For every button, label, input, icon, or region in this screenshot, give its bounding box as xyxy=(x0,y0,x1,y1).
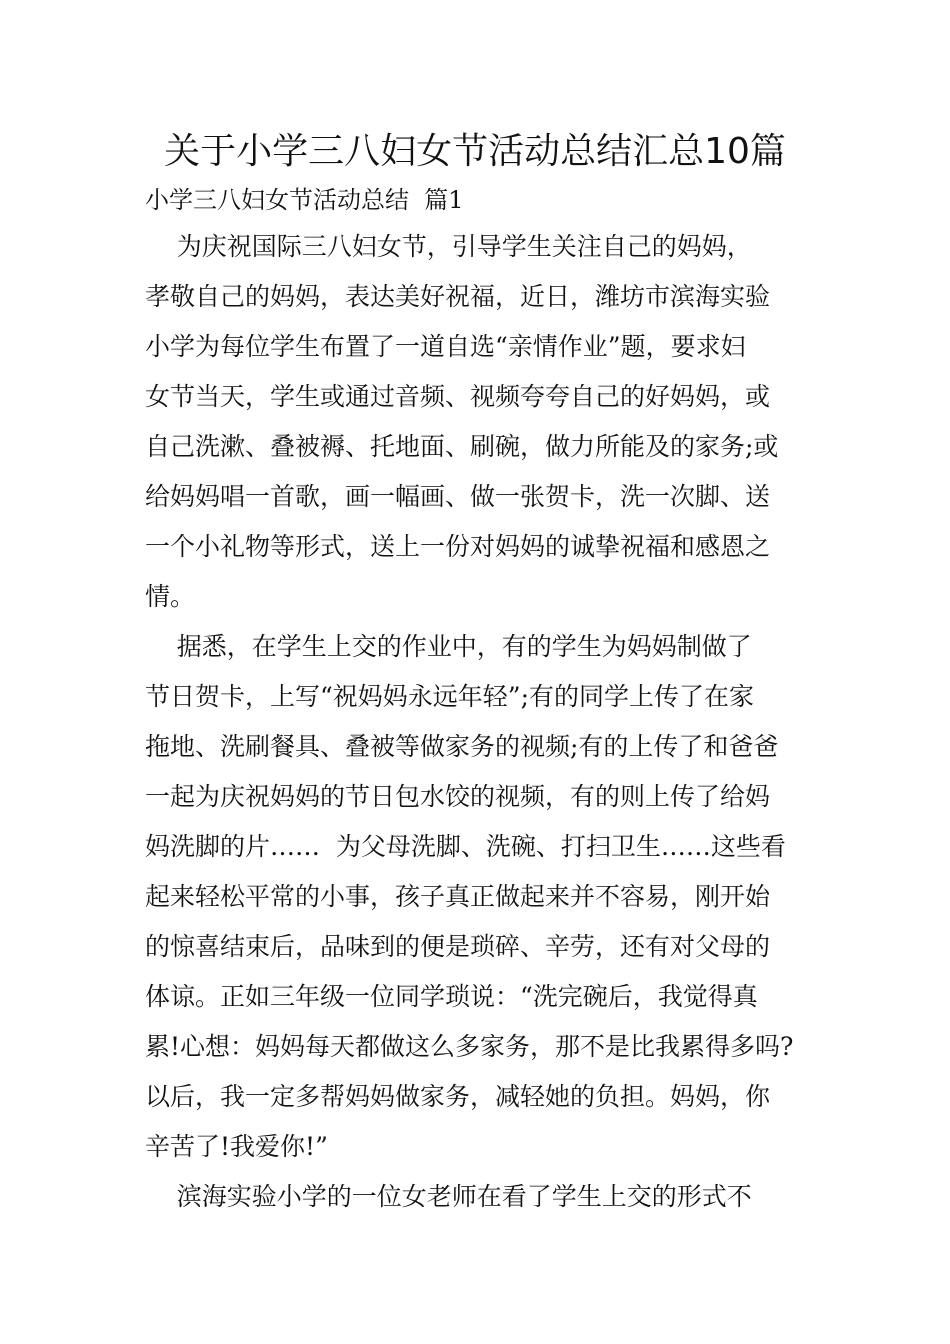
text-line: 累!心想：妈妈每天都做这么多家务，那不是比我累得多吗? xyxy=(145,1032,794,1061)
text-line: 拖地、洗刷餐具、叠被等做家务的视频;有的上传了和爸爸 xyxy=(145,732,779,761)
text-line: 以后，我一定多帮妈妈做家务，减轻她的负担。妈妈，你 xyxy=(145,1082,771,1111)
text-line: 起来轻松平常的小事，孩子真正做起来并不容易，刚开始 xyxy=(145,882,771,911)
text-line: 体谅。正如三年级一位同学琐说：“洗完碗后，我觉得真 xyxy=(145,982,758,1011)
text-line: 节日贺卡，上写“祝妈妈永远年轻”;有的同学上传了在家 xyxy=(145,682,754,711)
text-line: 一个小礼物等形式，送上一份对妈妈的诚挚祝福和感恩之 xyxy=(145,532,771,561)
document-title: 关于小学三八妇女节活动总结汇总10篇 xyxy=(164,131,786,172)
text-line: 辛苦了!我爱你!” xyxy=(145,1132,328,1161)
section-heading: 小学三八妇女节活动总结 篇1 xyxy=(145,186,464,214)
text-line: 据悉，在学生上交的作业中，有的学生为妈妈制做了 xyxy=(145,632,752,661)
text-line: 滨海实验小学的一位女老师在看了学生上交的形式不 xyxy=(145,1182,752,1211)
text-line: 为庆祝国际三八妇女节，引导学生关注自己的妈妈， xyxy=(145,232,752,261)
text-line: 小学为每位学生布置了一道自选“亲情作业”题，要求妇 xyxy=(145,332,746,361)
text-line: 女节当天，学生或通过音频、视频夸夸自己的好妈妈，或 xyxy=(145,382,771,411)
text-line: 一起为庆祝妈妈的节日包水饺的视频，有的则上传了给妈 xyxy=(145,782,771,811)
text-line: 自己洗漱、叠被褥、托地面、刷碗，做力所能及的家务;或 xyxy=(145,432,779,461)
text-line: 孝敬自己的妈妈，表达美好祝福，近日，潍坊市滨海实验 xyxy=(145,282,771,311)
text-line: 妈洗脚的片…… 为父母洗脚、洗碗、打扫卫生……这些看 xyxy=(145,832,786,861)
text-line: 给妈妈唱一首歌，画一幅画、做一张贺卡，洗一次脚、送 xyxy=(145,482,771,511)
text-line: 的惊喜结束后，品味到的便是琐碎、辛劳，还有对父母的 xyxy=(145,932,771,961)
text-line: 情。 xyxy=(145,582,196,611)
